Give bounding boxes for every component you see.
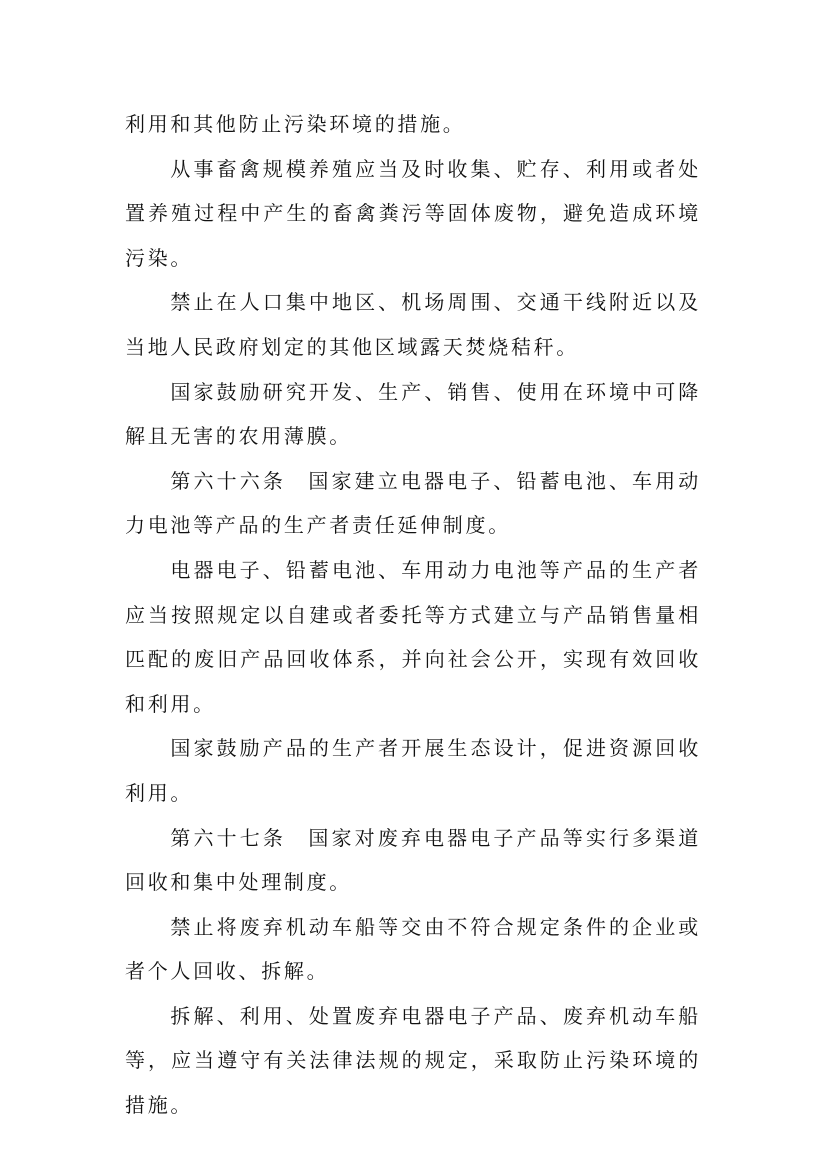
- article-number: 第六十七条: [170, 825, 286, 850]
- paragraph-straw-burning: 禁止在人口集中地区、机场周围、交通干线附近以及当地人民政府划定的其他区域露天焚烧秸秆。: [125, 290, 701, 359]
- paragraph-continuation: 利用和其他防止污染环境的措施。: [125, 112, 466, 136]
- paragraph-agricultural-film: 国家鼓励研究开发、生产、销售、使用在环境中可降解且无害的农用薄膜。: [125, 379, 701, 449]
- paragraph-vehicle-dismantling: 禁止将废弃机动车船等交由不符合规定条件的企业或者个人回收、拆解。: [125, 914, 701, 984]
- paragraph-recycling-system: 电器电子、铅蓄电池、车用动力电池等产品的生产者应当按照规定以自建或者委托等方式建立与产品销售量相匹配的废旧产品回收体系，并向社会公开，实现有效回收和利用。: [125, 557, 701, 716]
- paragraph-eco-design: 国家鼓励产品的生产者开展生态设计，促进资源回收利用。: [125, 736, 701, 805]
- paragraph-livestock-waste: 从事畜禽规模养殖应当及时收集、贮存、利用或者处置养殖过程中产生的畜禽粪污等固体废物，避免造成环境污染。: [125, 156, 701, 270]
- paragraph-article-67: [125, 816, 701, 905]
- body-text: [125, 102, 701, 1128]
- paragraph-article-66: [125, 459, 701, 548]
- paragraph-dismantling-rules: 拆解、利用、处置废弃电器电子产品、废弃机动车船等，应当遵守有关法律法规的规定，采取防止污染环境的措施。: [125, 1003, 701, 1118]
- article-number: 第六十六条: [170, 468, 286, 493]
- article-text: 国家建立电器电子、铅蓄电池、车用动力电池等产品的生产者责任延伸制度。: [125, 468, 701, 538]
- article-text: 国家对废弃电器电子产品等实行多渠道回收和集中处理制度。: [125, 825, 701, 895]
